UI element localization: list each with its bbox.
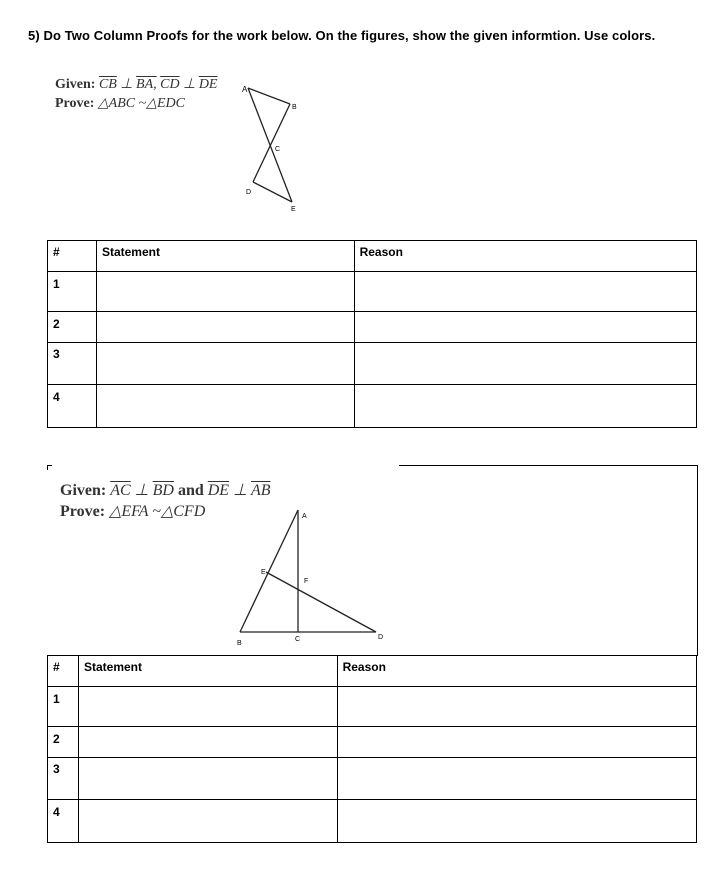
header-reason: Reason	[337, 656, 696, 687]
header-num: #	[48, 656, 79, 687]
problem1-figure	[236, 80, 316, 215]
problem1-proof-table	[47, 240, 697, 428]
segment-de	[253, 182, 292, 202]
table-header-row	[48, 241, 697, 272]
label-c: C	[295, 636, 301, 643]
segment-bd: $\overline{BD}$	[152, 482, 174, 499]
statement-cell[interactable]	[78, 727, 337, 758]
label-b: B	[237, 640, 242, 647]
reason-cell[interactable]	[337, 727, 696, 758]
row-num: 4	[48, 385, 97, 428]
statement-cell[interactable]	[96, 272, 354, 312]
statement-cell[interactable]	[78, 800, 337, 843]
header-statement: Statement	[78, 656, 337, 687]
statement-cell[interactable]	[78, 758, 337, 800]
segment-ab	[240, 510, 298, 632]
segment-ab	[248, 88, 290, 104]
table-row	[48, 727, 697, 758]
segment-cb: $\overline{CB}$	[98, 77, 117, 92]
segment-de: $\overline{DE}$	[198, 77, 218, 92]
label-d: D	[246, 189, 252, 196]
table-row	[48, 800, 697, 843]
header-num: #	[48, 241, 97, 272]
table-row	[48, 272, 697, 312]
problem1-prove-line	[55, 95, 217, 112]
page-title: 5) Do Two Column Proofs for the work below. On the figures, show the given informtion. Use colors.	[28, 28, 656, 43]
row-num: 1	[48, 687, 79, 727]
problem1-given-line	[55, 76, 217, 93]
perp-symbol: ⊥	[183, 77, 196, 92]
table-row	[48, 343, 697, 385]
prove-label: Prove:	[60, 503, 106, 520]
header-reason: Reason	[354, 241, 696, 272]
table-row	[48, 312, 697, 343]
statement-cell[interactable]	[96, 385, 354, 428]
reason-cell[interactable]	[337, 687, 696, 727]
conjunction: and	[177, 482, 204, 499]
perp-symbol: ⊥	[120, 77, 133, 92]
statement-cell[interactable]	[96, 312, 354, 343]
label-b: B	[292, 104, 297, 111]
problem1-given-block	[55, 76, 217, 112]
label-c: C	[275, 146, 281, 153]
given-label: Given:	[60, 482, 107, 499]
perp-symbol: ⊥	[233, 482, 247, 499]
problem2-figure	[230, 505, 390, 650]
header-statement: Statement	[96, 241, 354, 272]
reason-cell[interactable]	[354, 385, 696, 428]
frame-corner	[47, 465, 48, 470]
segment-ab: $\overline{AB}$	[251, 482, 271, 499]
prove-label: Prove:	[55, 96, 95, 111]
segment-cd: $\overline{CD}$	[160, 77, 180, 92]
reason-cell[interactable]	[354, 343, 696, 385]
row-num: 3	[48, 758, 79, 800]
row-num: 3	[48, 343, 97, 385]
row-num: 1	[48, 272, 97, 312]
statement-cell[interactable]	[96, 343, 354, 385]
segment-de: $\overline{DE}$	[207, 482, 230, 499]
statement-cell[interactable]	[78, 687, 337, 727]
perp-symbol: ⊥	[134, 482, 149, 499]
row-num: 2	[48, 312, 97, 343]
label-e: E	[291, 206, 296, 213]
reason-cell[interactable]	[337, 758, 696, 800]
row-num: 4	[48, 800, 79, 843]
problem2-proof-table	[47, 655, 697, 843]
segment-de	[266, 572, 376, 632]
problem2-given-line	[60, 480, 271, 500]
label-a: A	[242, 85, 248, 94]
reason-cell[interactable]	[354, 272, 696, 312]
row-num: 2	[48, 727, 79, 758]
table-row	[48, 758, 697, 800]
label-e: E	[261, 569, 266, 576]
table-row	[48, 687, 697, 727]
label-a: A	[302, 513, 307, 520]
table-header-row	[48, 656, 697, 687]
reason-cell[interactable]	[337, 800, 696, 843]
segment-ac: $\overline{AC}$	[110, 482, 131, 499]
prove-statement: △ABC ~△EDC	[97, 96, 185, 111]
given-label: Given:	[55, 77, 96, 92]
label-f: F	[304, 578, 309, 585]
label-d: D	[378, 634, 384, 641]
frame-gap	[52, 464, 399, 467]
reason-cell[interactable]	[354, 312, 696, 343]
prove-statement: △EFA ~△CFD	[109, 503, 206, 520]
segment-ba: BA,	[136, 77, 157, 92]
table-row	[48, 385, 697, 428]
